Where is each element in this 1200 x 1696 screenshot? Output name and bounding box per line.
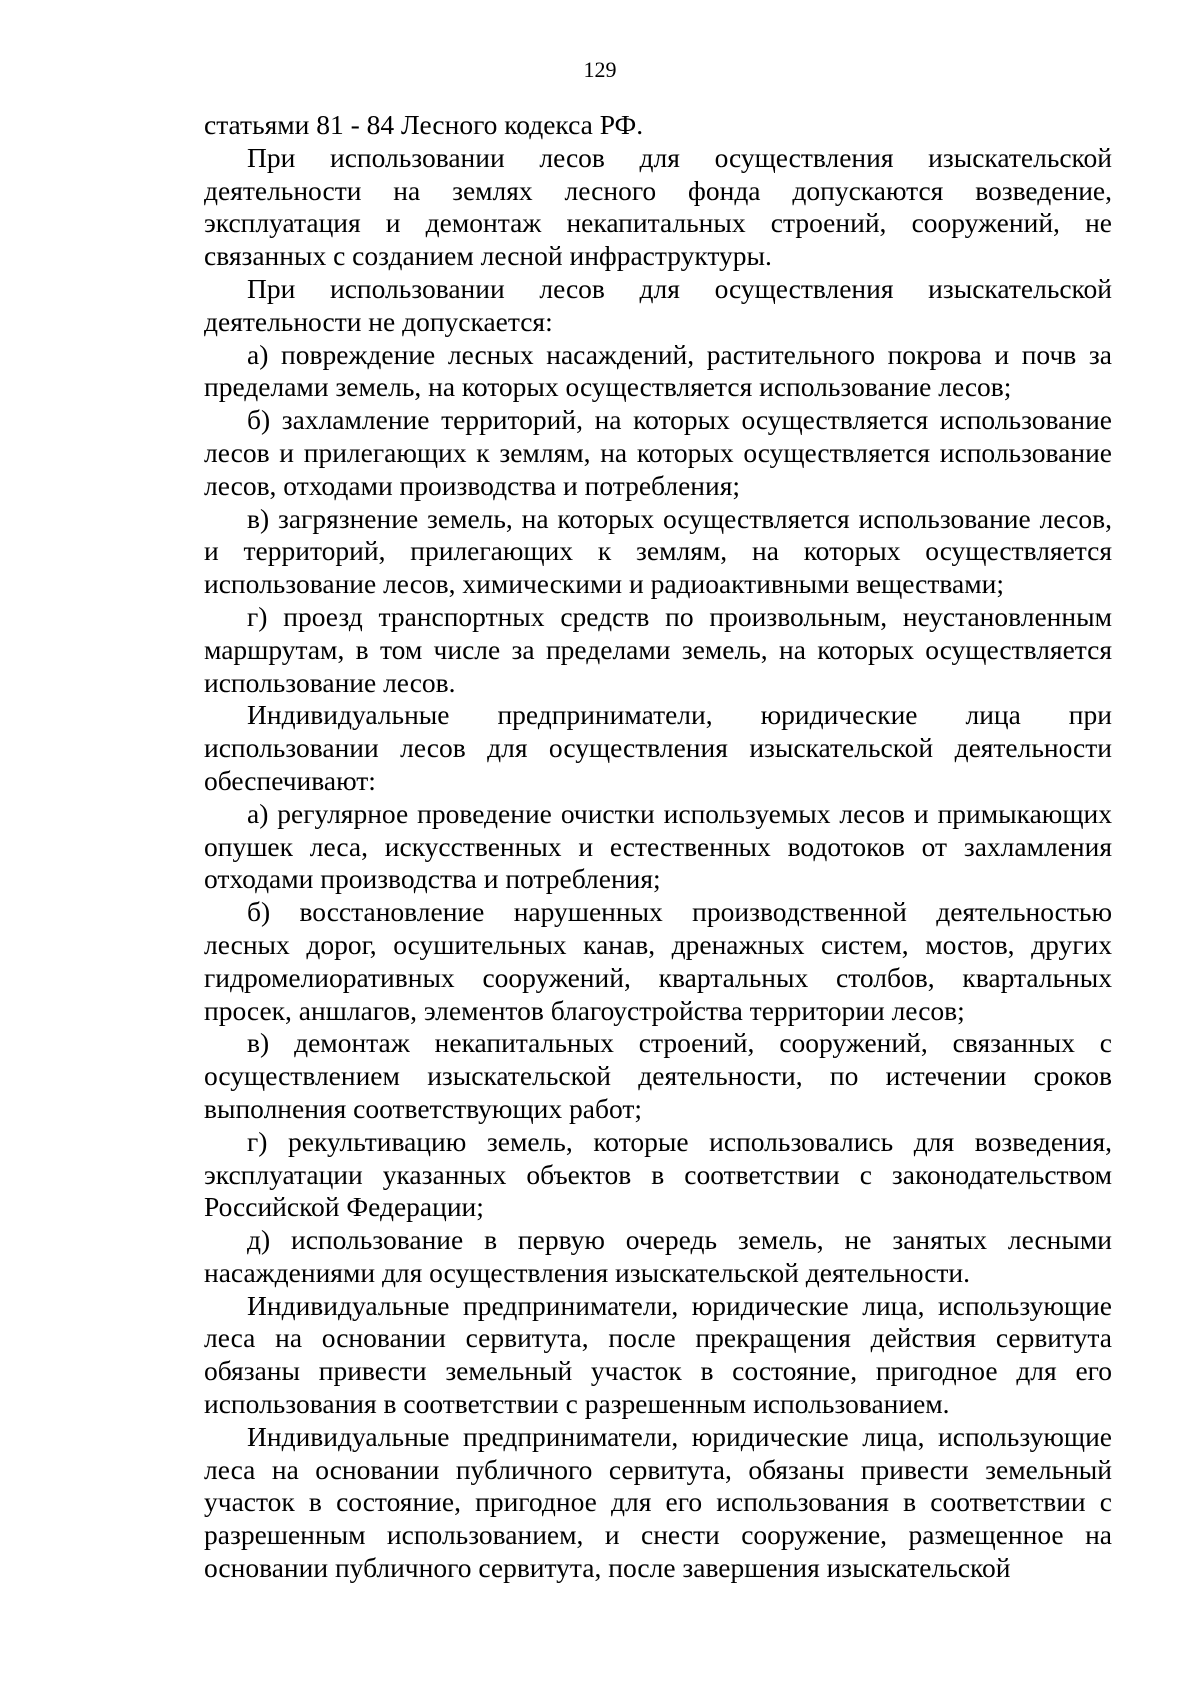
paragraph: При использовании лесов для осуществления изыскательской деятельности на землях лесного фонда допускаются возведение, эксплуатация и демонтаж некапитальных строений, сооружений, не связанных с созданием лесной инфраструктуры. bbox=[204, 141, 1112, 272]
paragraph: а) регулярное проведение очистки используемых лесов и примыкающих опушек леса, искусственных и естественных водотоков от захламления отходами производства и потребления; bbox=[204, 797, 1112, 895]
paragraph: б) захламление территорий, на которых осуществляется использование лесов и прилегающих к землям, на которых осуществляется использование лесов, отходами производства и потребления; bbox=[204, 404, 1112, 501]
paragraph: а) повреждение лесных насаждений, растительного покрова и почв за пределами земель, на которых осуществляется использование лесов; bbox=[204, 338, 1112, 403]
paragraph: статьями 81 - 84 Лесного кодекса РФ. bbox=[204, 109, 644, 140]
paragraph: г) рекультивацию земель, которые использовались для возведения, эксплуатации указанных объектов в соответствии с законодательством Российской Федерации; bbox=[204, 1125, 1112, 1223]
document-body bbox=[204, 109, 1112, 1585]
paragraph: При использовании лесов для осуществления изыскательской деятельности не допускается: bbox=[204, 272, 1112, 337]
paragraph: б) восстановление нарушенных производственной деятельностью лесных дорог, осушительных канав, дренажных систем, мостов, других гидромелиоративных сооружений, квартальных столбов, квартальных просек, аншлагов, элементов благоустройства территории лесов; bbox=[204, 896, 1112, 1026]
paragraph: Индивидуальные предприниматели, юридические лица, использующие леса на основании сервитута, после прекращения действия сервитута обязаны привести земельный участок в состояние, пригодное для его использования в соответствии с разрешенным использованием. bbox=[204, 1289, 1112, 1420]
paragraph: Индивидуальные предприниматели, юридические лица при использовании лесов для осуществления изыскательской деятельности обеспечивают: bbox=[204, 699, 1112, 796]
paragraph: в) демонтаж некапитальных строений, сооружений, связанных с осуществлением изыскательской деятельности, по истечении сроков выполнения соответствующих работ; bbox=[204, 1027, 1112, 1124]
paragraph: д) использование в первую очередь земель, не занятых лесными насаждениями для осуществления изыскательской деятельности. bbox=[204, 1224, 1112, 1288]
page-number: 129 bbox=[583, 57, 617, 82]
paragraph: г) проезд транспортных средств по произвольным, неустановленным маршрутам, в том числе за пределами земель, на которых осуществляется использование лесов. bbox=[204, 600, 1112, 698]
paragraph: Индивидуальные предприниматели, юридические лица, использующие леса на основании публичного сервитута, обязаны привести земельный участок в состояние, пригодное для его использования в соответствии с разрешенным использованием, и снести сооружение, размещенное на основании публичного сервитута, после завершения изыскательской bbox=[204, 1420, 1112, 1584]
paragraph: в) загрязнение земель, на которых осуществляется использование лесов, и территорий, прилегающих к землям, на которых осуществляется использование лесов, химическими и радиоактивными веществами; bbox=[204, 502, 1112, 600]
